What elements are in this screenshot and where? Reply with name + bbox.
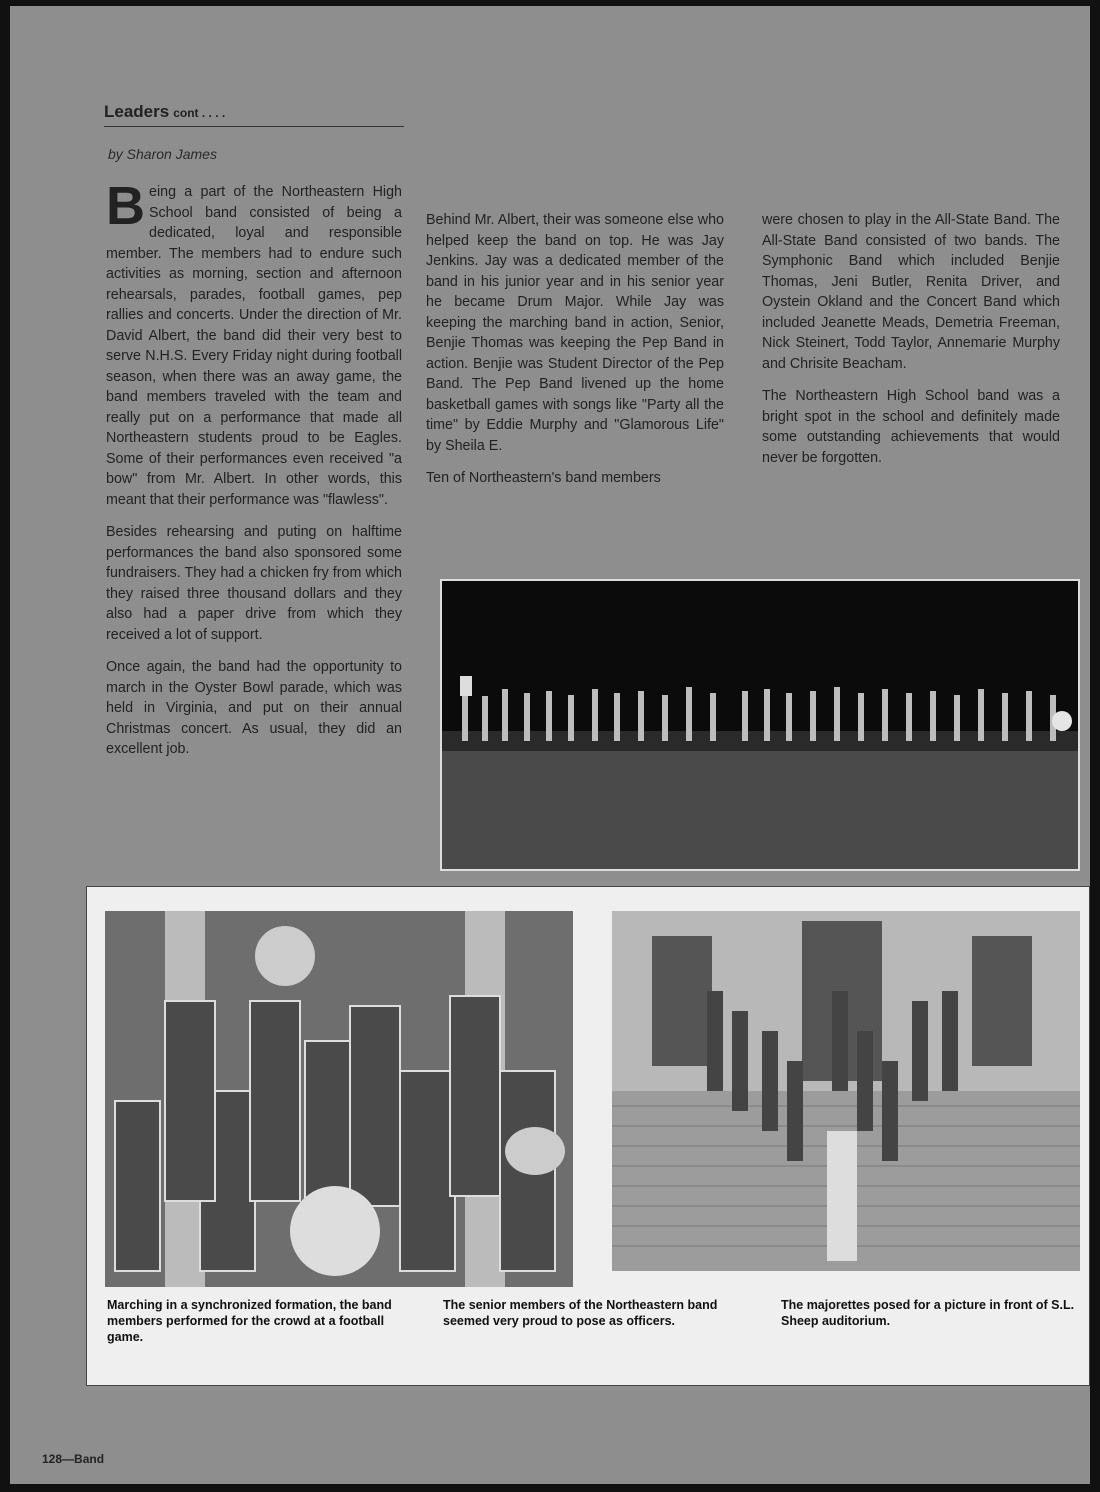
marching-band-image	[442, 581, 1078, 869]
byline: by Sharon James	[108, 146, 217, 162]
page-footer: 128—Band	[42, 1452, 105, 1466]
drop-cap: B	[106, 176, 145, 236]
article-column-1	[106, 176, 402, 772]
yearbook-page	[10, 6, 1090, 1484]
majorettes-image	[612, 911, 1080, 1271]
paragraph-5: Ten of Northeastern's band members	[426, 470, 661, 486]
paragraph-6: were chosen to play in the All-State Band. The All-State Band consisted of two bands. The Symphonic Band which included Benjie Thomas, Jeni Butler, Renita Driver, and Oystein Okland and the Concert Band which included Jeanette Meads, Demetria Freeman, Nick Steinert, Todd Taylor, Annemarie Murphy and Chrisite Beacham.	[762, 212, 1060, 372]
article-column-2	[426, 210, 724, 501]
paragraph-3: Once again, the band had the opportunity to march in the Oyster Bowl parade, which was held in Virginia, and put on their annual Christmas concert. As usual, they did an excellent job.	[106, 659, 402, 757]
caption-seniors: The senior members of the Northeastern band seemed very proud to pose as officers.	[443, 1298, 718, 1328]
photo-panel	[86, 886, 1090, 1386]
marching-band-photo	[440, 579, 1080, 871]
article-column-3	[762, 210, 1060, 480]
title-rule	[104, 126, 404, 127]
caption-majorettes: The majorettes posed for a picture in front of S.L. Sheep auditorium.	[781, 1298, 1075, 1328]
senior-members-photo	[105, 911, 573, 1287]
majorettes-photo	[612, 911, 1080, 1271]
paragraph-4: Behind Mr. Albert, their was someone else who helped keep the band on top. He was Jay Jenkins. Jay was a dedicated member of the band in his junior year and in his senior year he became Drum Major. While Jay was keeping the marching band in action, Senior, Benjie Thomas was keeping the Pep Band in action. Benjie was Student Director of the Pep Band. The Pep Band livened up the home basketball games with songs like "Party all the time" by Eddie Murphy and "Glamorous Life" by Sheila E.	[426, 212, 724, 454]
paragraph-7: The Northeastern High School band was a bright spot in the school and definitely made some outstanding achievements that would never be forgotten.	[762, 388, 1060, 466]
paragraph-1: Being a part of the Northeastern High School band consisted of being a dedicated, loyal and responsible member. The members had to endure such activities as morning, section and afternoon rehearsals, parades, football games, pep rallies and concerts. Under the direction of Mr. David Albert, the band did their very best to serve N.H.S. Every Friday night during football season, when there was an away game, the band members traveled with the team and really put on a performance that made all Northeastern students proud to be Eagles. Some of their performances even received "a bow" from Mr. Albert. In other words, this meant that their performance was "flawless".	[106, 176, 402, 508]
caption-marching: Marching in a synchronized formation, the band members performed for the crowd at a football game.	[107, 1298, 392, 1344]
section-title: Leaders cont . . . .	[104, 102, 226, 121]
paragraph-2: Besides rehearsing and puting on halftime performances the band also sponsored some fundraisers. They had a chicken fry from which they raised three thousand dollars and they also had a paper drive from which they received a lot of support.	[106, 524, 402, 643]
senior-members-image	[105, 911, 573, 1287]
